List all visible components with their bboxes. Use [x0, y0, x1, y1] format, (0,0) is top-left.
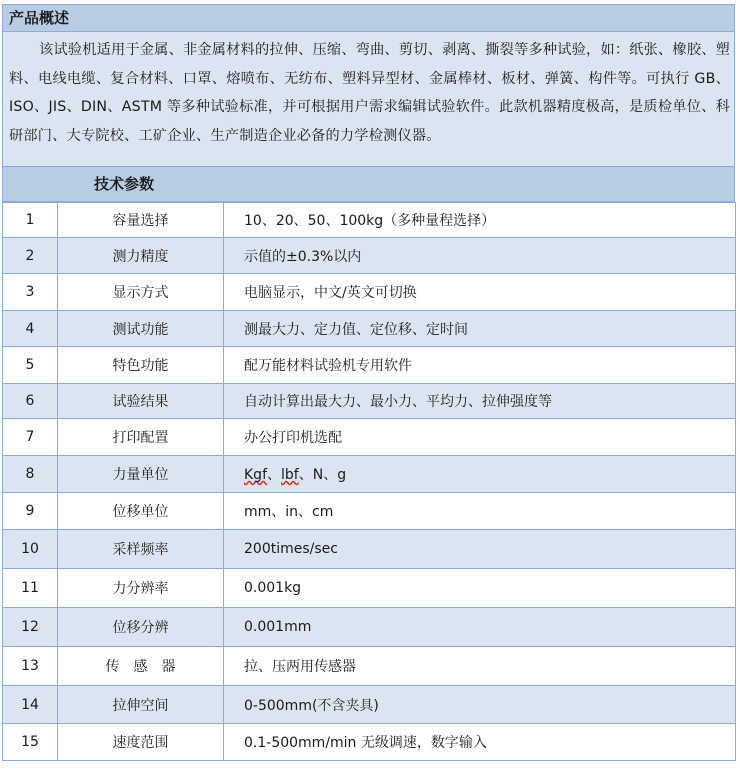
spec-row-value: mm、in、cm [224, 493, 736, 530]
spec-row-name: 显示方式 [58, 274, 224, 311]
spec-row [3, 347, 736, 384]
overview-heading: 产品概述 [2, 4, 735, 32]
spec-row-value: 测最大力、定力值、定位移、定时间 [224, 311, 736, 347]
spec-row [3, 493, 736, 530]
spec-row-number: 14 [3, 686, 58, 724]
spec-row [3, 569, 736, 608]
spec-table-body [3, 203, 736, 761]
spec-row-number: 5 [3, 347, 58, 384]
spec-row-name: 位移分辨 [58, 608, 224, 647]
spec-row-name: 容量选择 [58, 203, 224, 238]
spec-row-number: 10 [3, 530, 58, 569]
spellcheck-mark: lbf [281, 467, 299, 483]
spec-row-name: 试验结果 [58, 384, 224, 419]
spec-row [3, 456, 736, 493]
spec-row-value: 0-500mm(不含夹具) [224, 686, 736, 724]
spec-row-number: 15 [3, 724, 58, 761]
spec-row-name: 打印配置 [58, 419, 224, 456]
spec-row-value: 10、20、50、100kg（多种量程选择） [224, 203, 736, 238]
spec-row-number: 4 [3, 311, 58, 347]
parameters-header [2, 167, 735, 202]
spec-row-value: 0.1-500mm/min 无级调速，数字输入 [224, 724, 736, 761]
spec-row [3, 274, 736, 311]
spec-row-number: 8 [3, 456, 58, 493]
spec-row [3, 608, 736, 647]
overview-description: 该试验机适用于金属、非金属材料的拉伸、压缩、弯曲、剪切、剥离、撕裂等多种试验，如：纸张、橡胶、塑料、电线电缆、复合材料、口罩、熔喷布、无纺布、塑料异型材、金属棒材、板材、弹簧、构件等。可执行 GB、ISO、JIS、DIN、ASTM 等多种试验标准，并可根据用户需求编辑试验软件。此款机器精度极高，是质检单位、科研部门、大专院校、工矿企业、生产制造企业必备的力学检测仪器。 [2, 32, 735, 167]
spec-row-name: 力量单位 [58, 456, 224, 493]
spec-row-name: 测试功能 [58, 311, 224, 347]
spec-row-name: 测力精度 [58, 238, 224, 274]
spec-row [3, 686, 736, 724]
spec-row-value: 0.001mm [224, 608, 736, 647]
spec-row [3, 419, 736, 456]
spec-row-value: 0.001kg [224, 569, 736, 608]
spec-row-number: 9 [3, 493, 58, 530]
spec-row-number: 12 [3, 608, 58, 647]
spellcheck-mark: Kgf [244, 467, 267, 483]
spec-row-name: 力分辨率 [58, 569, 224, 608]
spec-row-value: 200times/sec [224, 530, 736, 569]
spec-row-name: 传 感 器 [58, 647, 224, 686]
spec-row [3, 238, 736, 274]
spec-row-number: 13 [3, 647, 58, 686]
spec-row-value: 配万能材料试验机专用软件 [224, 347, 736, 384]
spec-row [3, 384, 736, 419]
spec-row-number: 1 [3, 203, 58, 238]
spec-row-value: 办公打印机选配 [224, 419, 736, 456]
spec-row-name: 位移单位 [58, 493, 224, 530]
parameters-heading: 技术参数 [94, 175, 155, 193]
spec-row-value: 拉、压两用传感器 [224, 647, 736, 686]
spec-row [3, 724, 736, 761]
spec-row-value: 示值的±0.3%以内 [224, 238, 736, 274]
spec-table [2, 202, 736, 761]
spec-row [3, 203, 736, 238]
spec-row-name: 特色功能 [58, 347, 224, 384]
spec-row [3, 311, 736, 347]
spec-row-number: 11 [3, 569, 58, 608]
spec-row-number: 2 [3, 238, 58, 274]
spec-row-number: 3 [3, 274, 58, 311]
spec-row-name: 速度范围 [58, 724, 224, 761]
spec-row-name: 采样频率 [58, 530, 224, 569]
spec-row [3, 530, 736, 569]
spec-row-value: Kgf、lbf、N、g [224, 456, 736, 493]
spec-row-value: 电脑显示，中文/英文可切换 [224, 274, 736, 311]
spec-row-name: 拉伸空间 [58, 686, 224, 724]
spec-row-number: 6 [3, 384, 58, 419]
spec-row [3, 647, 736, 686]
spec-row-value: 自动计算出最大力、最小力、平均力、拉伸强度等 [224, 384, 736, 419]
spec-row-number: 7 [3, 419, 58, 456]
